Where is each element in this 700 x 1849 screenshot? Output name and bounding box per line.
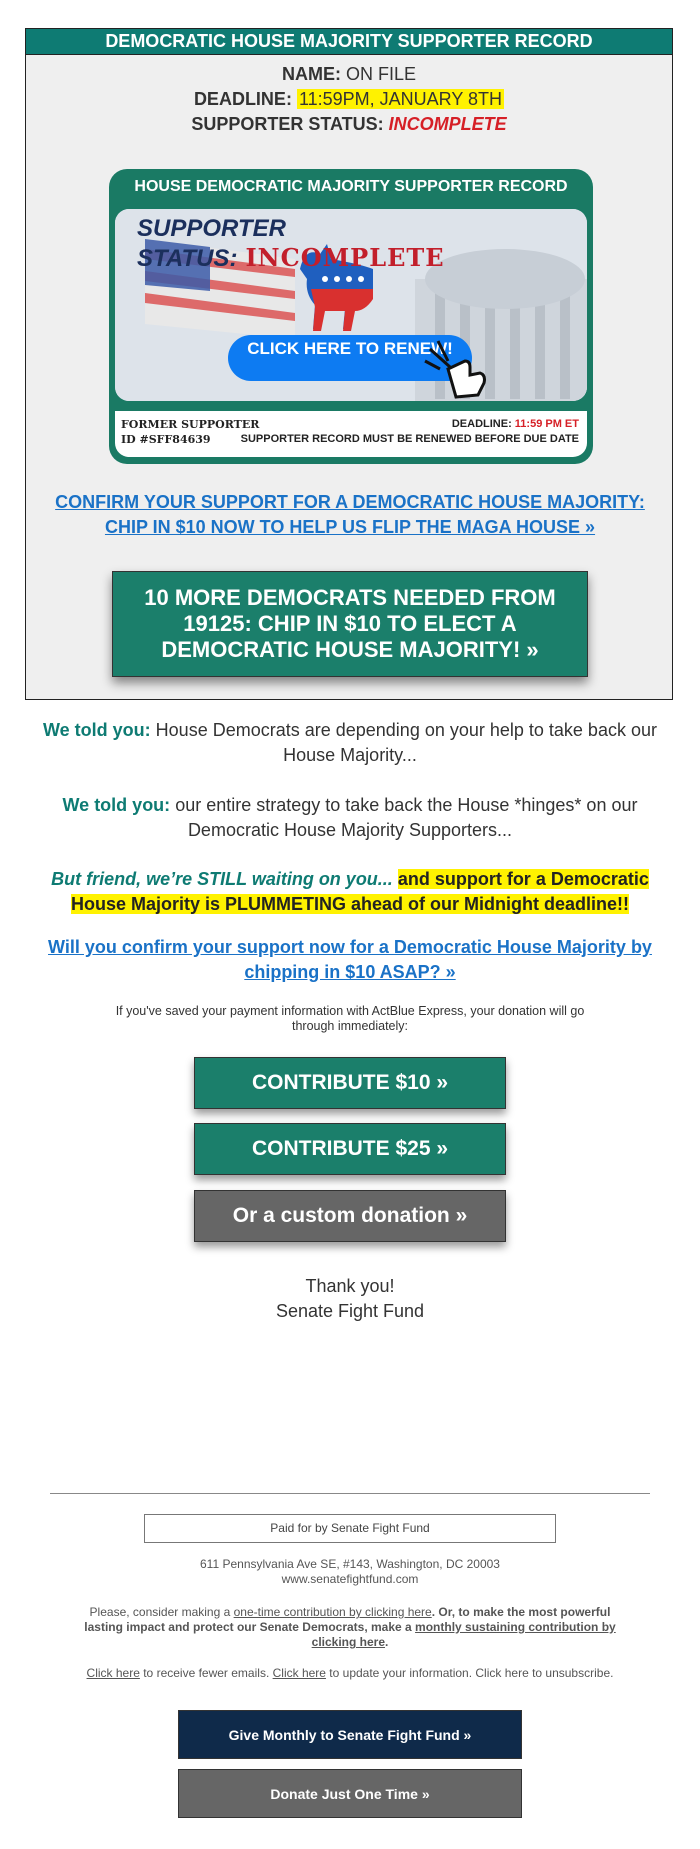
footer-website[interactable]: www.senatefightfund.com xyxy=(281,1572,419,1586)
paid-for-box: Paid for by Senate Fight Fund xyxy=(144,1514,556,1543)
card-status-text: SUPPORTER STATUS: INCOMPLETE xyxy=(137,215,445,272)
name-value: ON FILE xyxy=(346,64,417,84)
monthly-contribution-link[interactable]: monthly sustaining contribution by clicking here xyxy=(311,1620,616,1649)
card-status-value: INCOMPLETE xyxy=(245,243,445,272)
status-label: SUPPORTER STATUS: xyxy=(191,114,384,134)
card-deadline-value: 11:59 PM ET xyxy=(514,418,579,430)
contribute-25-button[interactable]: CONTRIBUTE $25 » xyxy=(194,1123,506,1175)
renew-note: SUPPORTER RECORD MUST BE RENEWED BEFORE DUE DATE xyxy=(240,433,579,445)
status-value: INCOMPLETE xyxy=(388,114,507,134)
p3-highlight: and support for a Democratic House Majority is PLUMMETING ahead of our Midnight deadline!! xyxy=(70,869,649,914)
footer-address-block xyxy=(25,1557,675,1587)
card-footer-strip xyxy=(115,411,587,457)
one-time-contribution-link[interactable]: one-time contribution by clicking here xyxy=(233,1605,432,1619)
paragraph-4 xyxy=(25,935,675,985)
update-info-link[interactable]: Click here xyxy=(272,1666,326,1680)
give-monthly-button[interactable]: Give Monthly to Senate Fight Fund » xyxy=(178,1710,522,1759)
deadline-value: 11:59PM, JANUARY 8TH xyxy=(298,89,503,109)
deadline-label: DEADLINE: xyxy=(193,89,292,109)
contribute-10-button[interactable]: CONTRIBUTE $10 » xyxy=(194,1057,506,1109)
card-deadline-label: DEADLINE: xyxy=(451,418,512,430)
footer-appeal: Please, consider making a one-time contribution by clicking here. Or, to make the most powerful lasting impact and protect our Senate Democrats, make a monthly sustaining contribution by clicking here. xyxy=(84,1605,616,1649)
p2-text: our entire strategy to take back the House *hinges* on our Democratic House Majority Supporters... xyxy=(170,795,638,840)
record-info xyxy=(26,62,672,137)
supporter-card[interactable] xyxy=(109,169,593,464)
paragraph-3 xyxy=(25,867,675,917)
paragraph-2 xyxy=(25,793,675,843)
p2-lead: We told you: xyxy=(62,795,171,815)
record-header: DEMOCRATIC HOUSE MAJORITY SUPPORTER RECORD xyxy=(26,29,672,55)
card-image[interactable] xyxy=(115,209,587,401)
thanks-text: Thank you! xyxy=(305,1276,395,1296)
p1-text: House Democrats are depending on your help to take back our House Majority... xyxy=(150,720,657,765)
custom-donation-button[interactable]: Or a custom donation » xyxy=(194,1190,506,1242)
footer-preferences: Click here to receive fewer emails. Click here to update your information. Click here to unsubscribe. xyxy=(86,1666,614,1680)
confirm-chip-in-link[interactable]: Will you confirm your support now for a Democratic House Majority by chipping in $10 ASAP? » xyxy=(48,937,652,982)
supporter-id: ID #SFF84639 xyxy=(121,433,211,446)
signoff-org: Senate Fight Fund xyxy=(275,1301,425,1321)
confirm-support-link[interactable]: CONFIRM YOUR SUPPORT FOR A DEMOCRATIC HOUSE MAJORITY: CHIP IN $10 NOW TO HELP US FLIP THE MAGA HOUSE » xyxy=(55,492,645,537)
card-id-block xyxy=(121,417,259,447)
p1-lead: We told you: xyxy=(43,720,151,740)
donate-one-time-button[interactable]: Donate Just One Time » xyxy=(178,1769,522,1818)
footer-divider xyxy=(50,1493,650,1494)
actblue-express-note: If you've saved your payment information with ActBlue Express, your donation will go through immediately: xyxy=(115,1004,585,1033)
card-deadline-block xyxy=(241,417,579,447)
footer-address: 611 Pennsylvania Ave SE, #143, Washington, DC 20003 xyxy=(200,1557,500,1571)
paragraph-1 xyxy=(25,718,675,768)
renew-button[interactable]: CLICK HERE TO RENEW! xyxy=(228,335,472,381)
former-supporter-label: FORMER SUPPORTER xyxy=(121,418,260,431)
pointer-hand-icon xyxy=(420,339,490,399)
fewer-emails-link[interactable]: Click here xyxy=(86,1666,140,1680)
name-label: NAME: xyxy=(281,64,341,84)
p3-lead: But friend, we’re STILL waiting on you... xyxy=(51,869,393,889)
democrats-needed-button[interactable]: 10 MORE DEMOCRATS NEEDED FROM 19125: CHIP IN $10 TO ELECT A DEMOCRATIC HOUSE MAJORITY! » xyxy=(112,571,588,677)
card-title: HOUSE DEMOCRATIC MAJORITY SUPPORTER RECORD xyxy=(134,178,568,195)
signoff xyxy=(25,1274,675,1324)
